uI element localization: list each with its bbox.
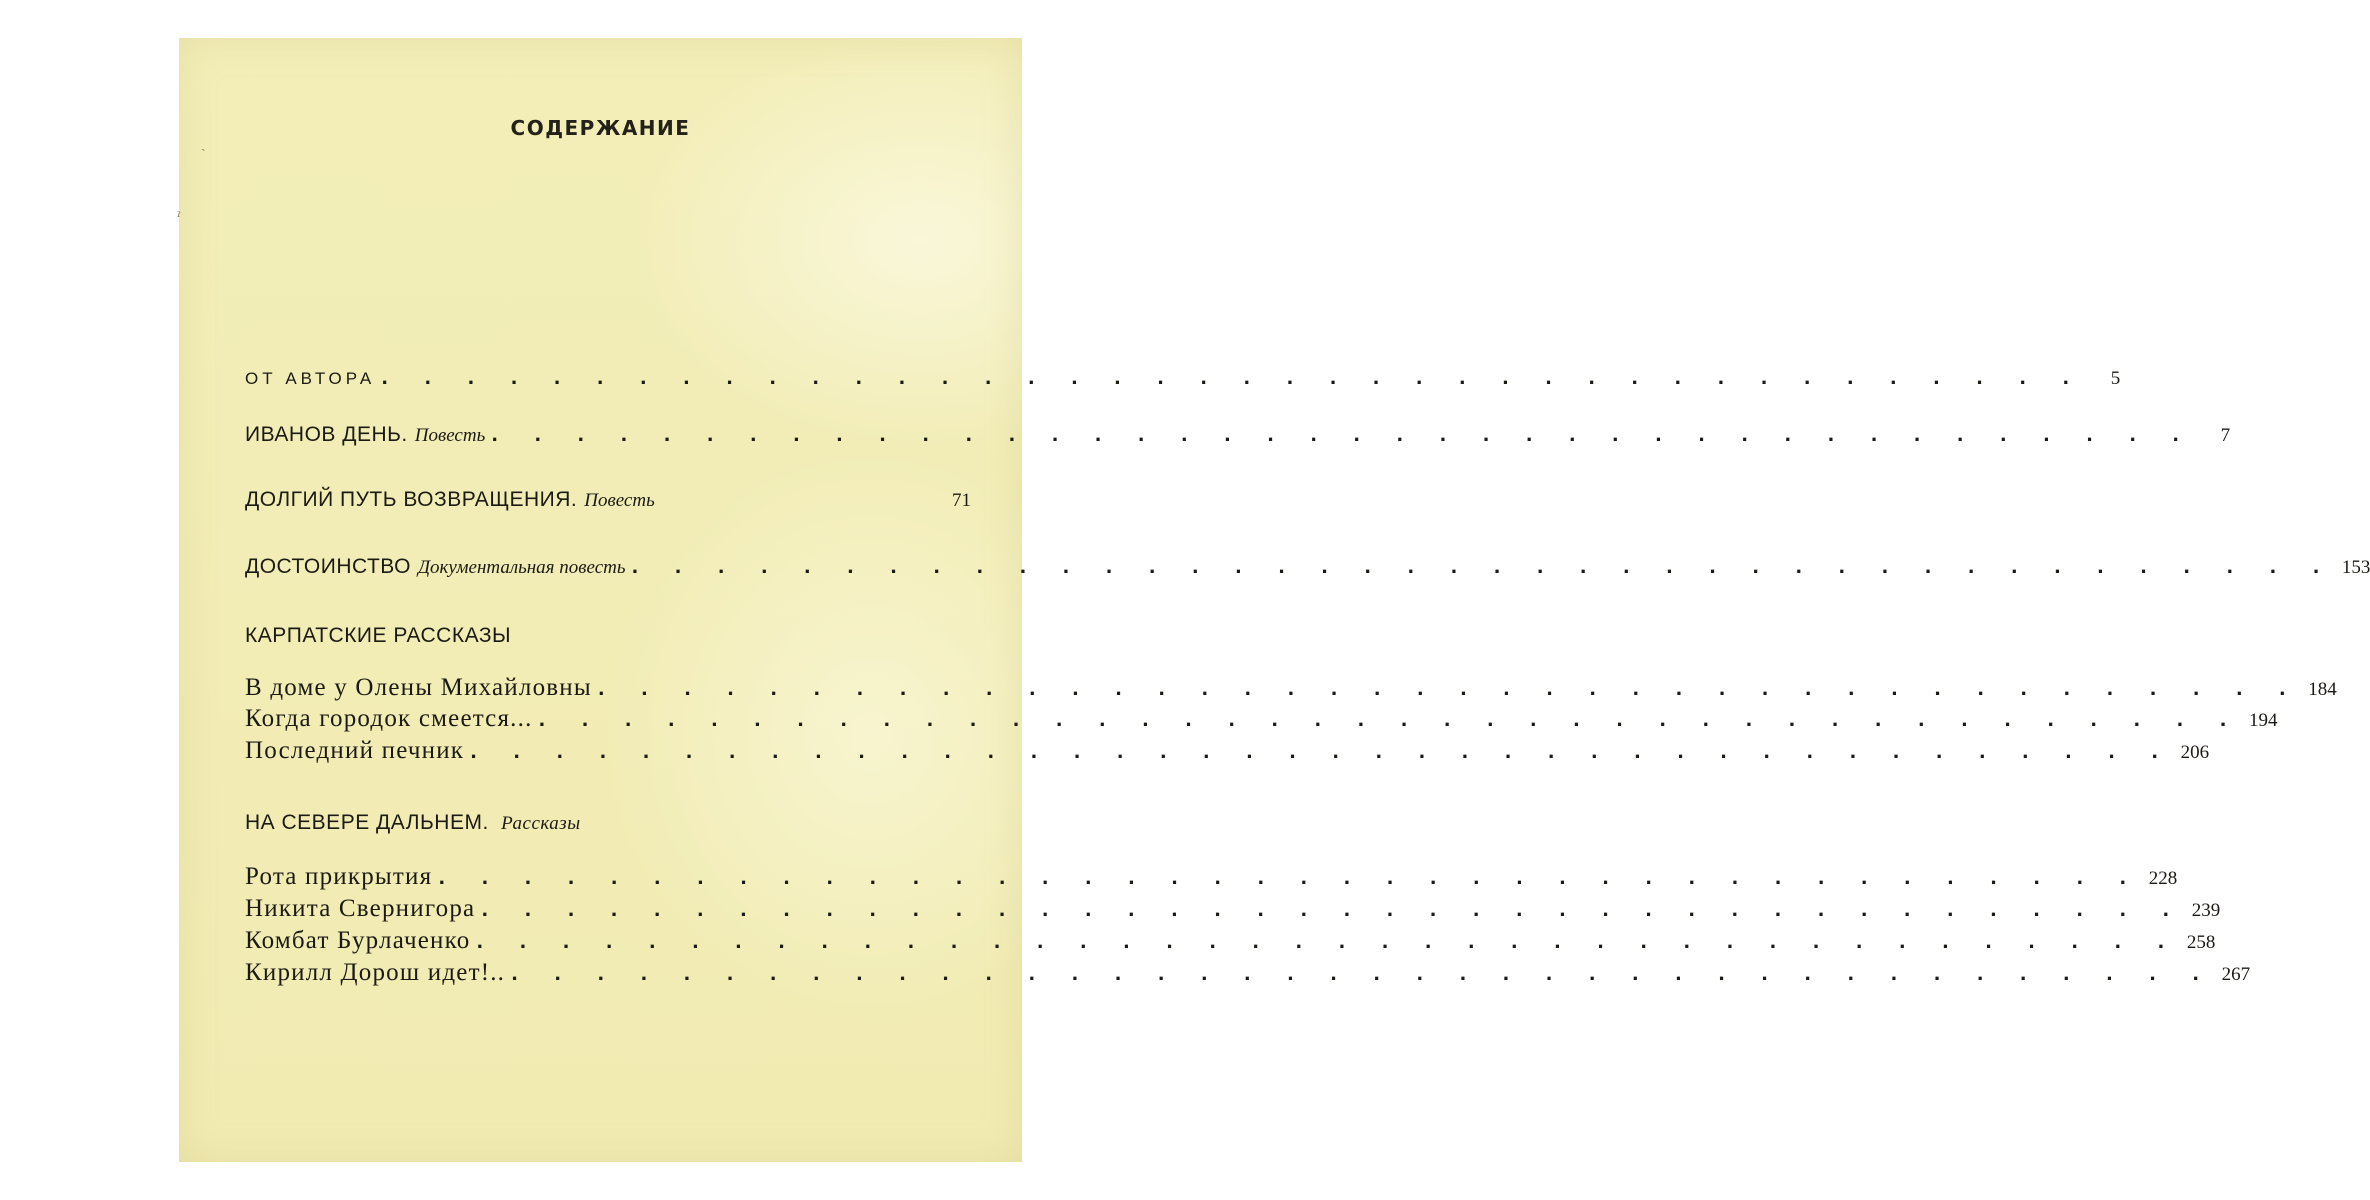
section-heading: КАРПАТСКИЕ РАССКАЗЫ <box>245 624 512 647</box>
toc-entry-title: ДОСТОИНСТВО <box>245 555 411 578</box>
toc-entry <box>245 488 971 520</box>
leader-dots: . . . . . . . . . . . . . . . . . . . . . . . . . . . . . . . . . . . . . . . . <box>597 679 2301 700</box>
toc-page-number: 5 <box>2110 368 2121 389</box>
leader-dots: . . . . . . . . . . . . . . . . . . . . . . . . . . . . . . . . . . . . . . . . <box>538 710 2242 731</box>
section-heading-subtitle: Рассказы <box>501 813 581 834</box>
leader-dots: . . . . . . . . . . . . . . . . . . . . . . . . . . . . . . . . . . . . . . . . <box>481 900 2185 921</box>
toc-story <box>245 959 2251 991</box>
leader-dots: . . . . . . . . . . . . . . . . . . . . . . . . . . . . . . . . . . . . . . . . <box>491 425 2195 446</box>
toc-story <box>245 895 2221 927</box>
toc-page-number: 206 <box>2180 742 2210 763</box>
toc-story <box>245 674 2337 706</box>
toc-page-number: 228 <box>2148 868 2178 889</box>
toc-page-number: 153 <box>2341 557 2370 578</box>
toc-story-title: Когда городок смеется... <box>245 705 533 732</box>
toc-story-title: Кирилл Дорош идет!.. <box>245 959 506 986</box>
toc-story <box>245 737 2210 769</box>
toc-page-number: 7 <box>2220 425 2231 446</box>
toc-entry-subtitle: Документальная повесть <box>417 557 626 578</box>
toc-entry <box>245 368 2121 400</box>
leader-dots: . . . . . . . . . . . . . . . . . . . . . . . . . . . . . . . . . . . . . . . . <box>470 742 2174 763</box>
leader-dots: . . . . . . . . . . . . . . . . . . . . . . . . . . . . . . . . . . . . . . . . <box>631 557 2335 578</box>
paper-speck: ˎ <box>201 136 206 152</box>
toc-story-title: Последний печник <box>245 737 465 764</box>
toc-story-title: Комбат Бурлаченко <box>245 927 471 954</box>
toc-entry <box>245 555 2370 587</box>
toc-story <box>245 705 2278 737</box>
leader-dots: . . . . . . . . . . . . . . . . . . . . . . . . . . . . . . . . . . . . . . . . <box>438 868 2142 889</box>
toc-entry-subtitle: Повесть <box>414 425 486 446</box>
paper-speck: ˀ <box>177 210 181 226</box>
toc-story <box>245 927 2216 959</box>
toc-page-number: 71 <box>952 490 971 511</box>
toc-entry-title: ОТ АВТОРА <box>245 369 376 388</box>
leader-dots: . . . . . . . . . . . . . . . . . . . . . . . . . . . . . . . . . . . . . . . . <box>381 368 2085 389</box>
toc-page-number: 267 <box>2221 964 2251 985</box>
toc-story-title: Рота прикрытия <box>245 863 433 890</box>
toc-entry-title: ИВАНОВ ДЕНЬ. <box>245 423 408 446</box>
section-heading-title: НА СЕВЕРЕ ДАЛЬНЕМ. <box>245 811 489 834</box>
section-heading <box>245 811 581 835</box>
book-page <box>177 38 2370 1162</box>
toc-page-number: 194 <box>2248 710 2278 731</box>
page-title: СОДЕРЖАНИЕ <box>510 116 691 140</box>
toc-page-number: 184 <box>2308 679 2337 700</box>
toc-page-number: 258 <box>2186 932 2216 953</box>
toc-story-title: В доме у Олены Михайловны <box>245 674 592 701</box>
toc-story <box>245 863 2178 895</box>
toc-page-number: 239 <box>2191 900 2221 921</box>
toc-entry-title: ДОЛГИЙ ПУТЬ ВОЗВРАЩЕНИЯ. <box>245 488 578 511</box>
toc-story-title: Никита Свернигора <box>245 895 476 922</box>
toc-entry-subtitle: Повесть <box>584 490 655 511</box>
leader-dots: . . . . . . . . . . . . . . . . . . . . . . . . . . . . . . . . . . . . . . . . <box>476 932 2180 953</box>
leader-dots: . . . . . . . . . . . . . . . . . . . . . . . . . . . . . . . . . . . . . . . . <box>511 964 2215 985</box>
toc-entry <box>245 423 2231 455</box>
